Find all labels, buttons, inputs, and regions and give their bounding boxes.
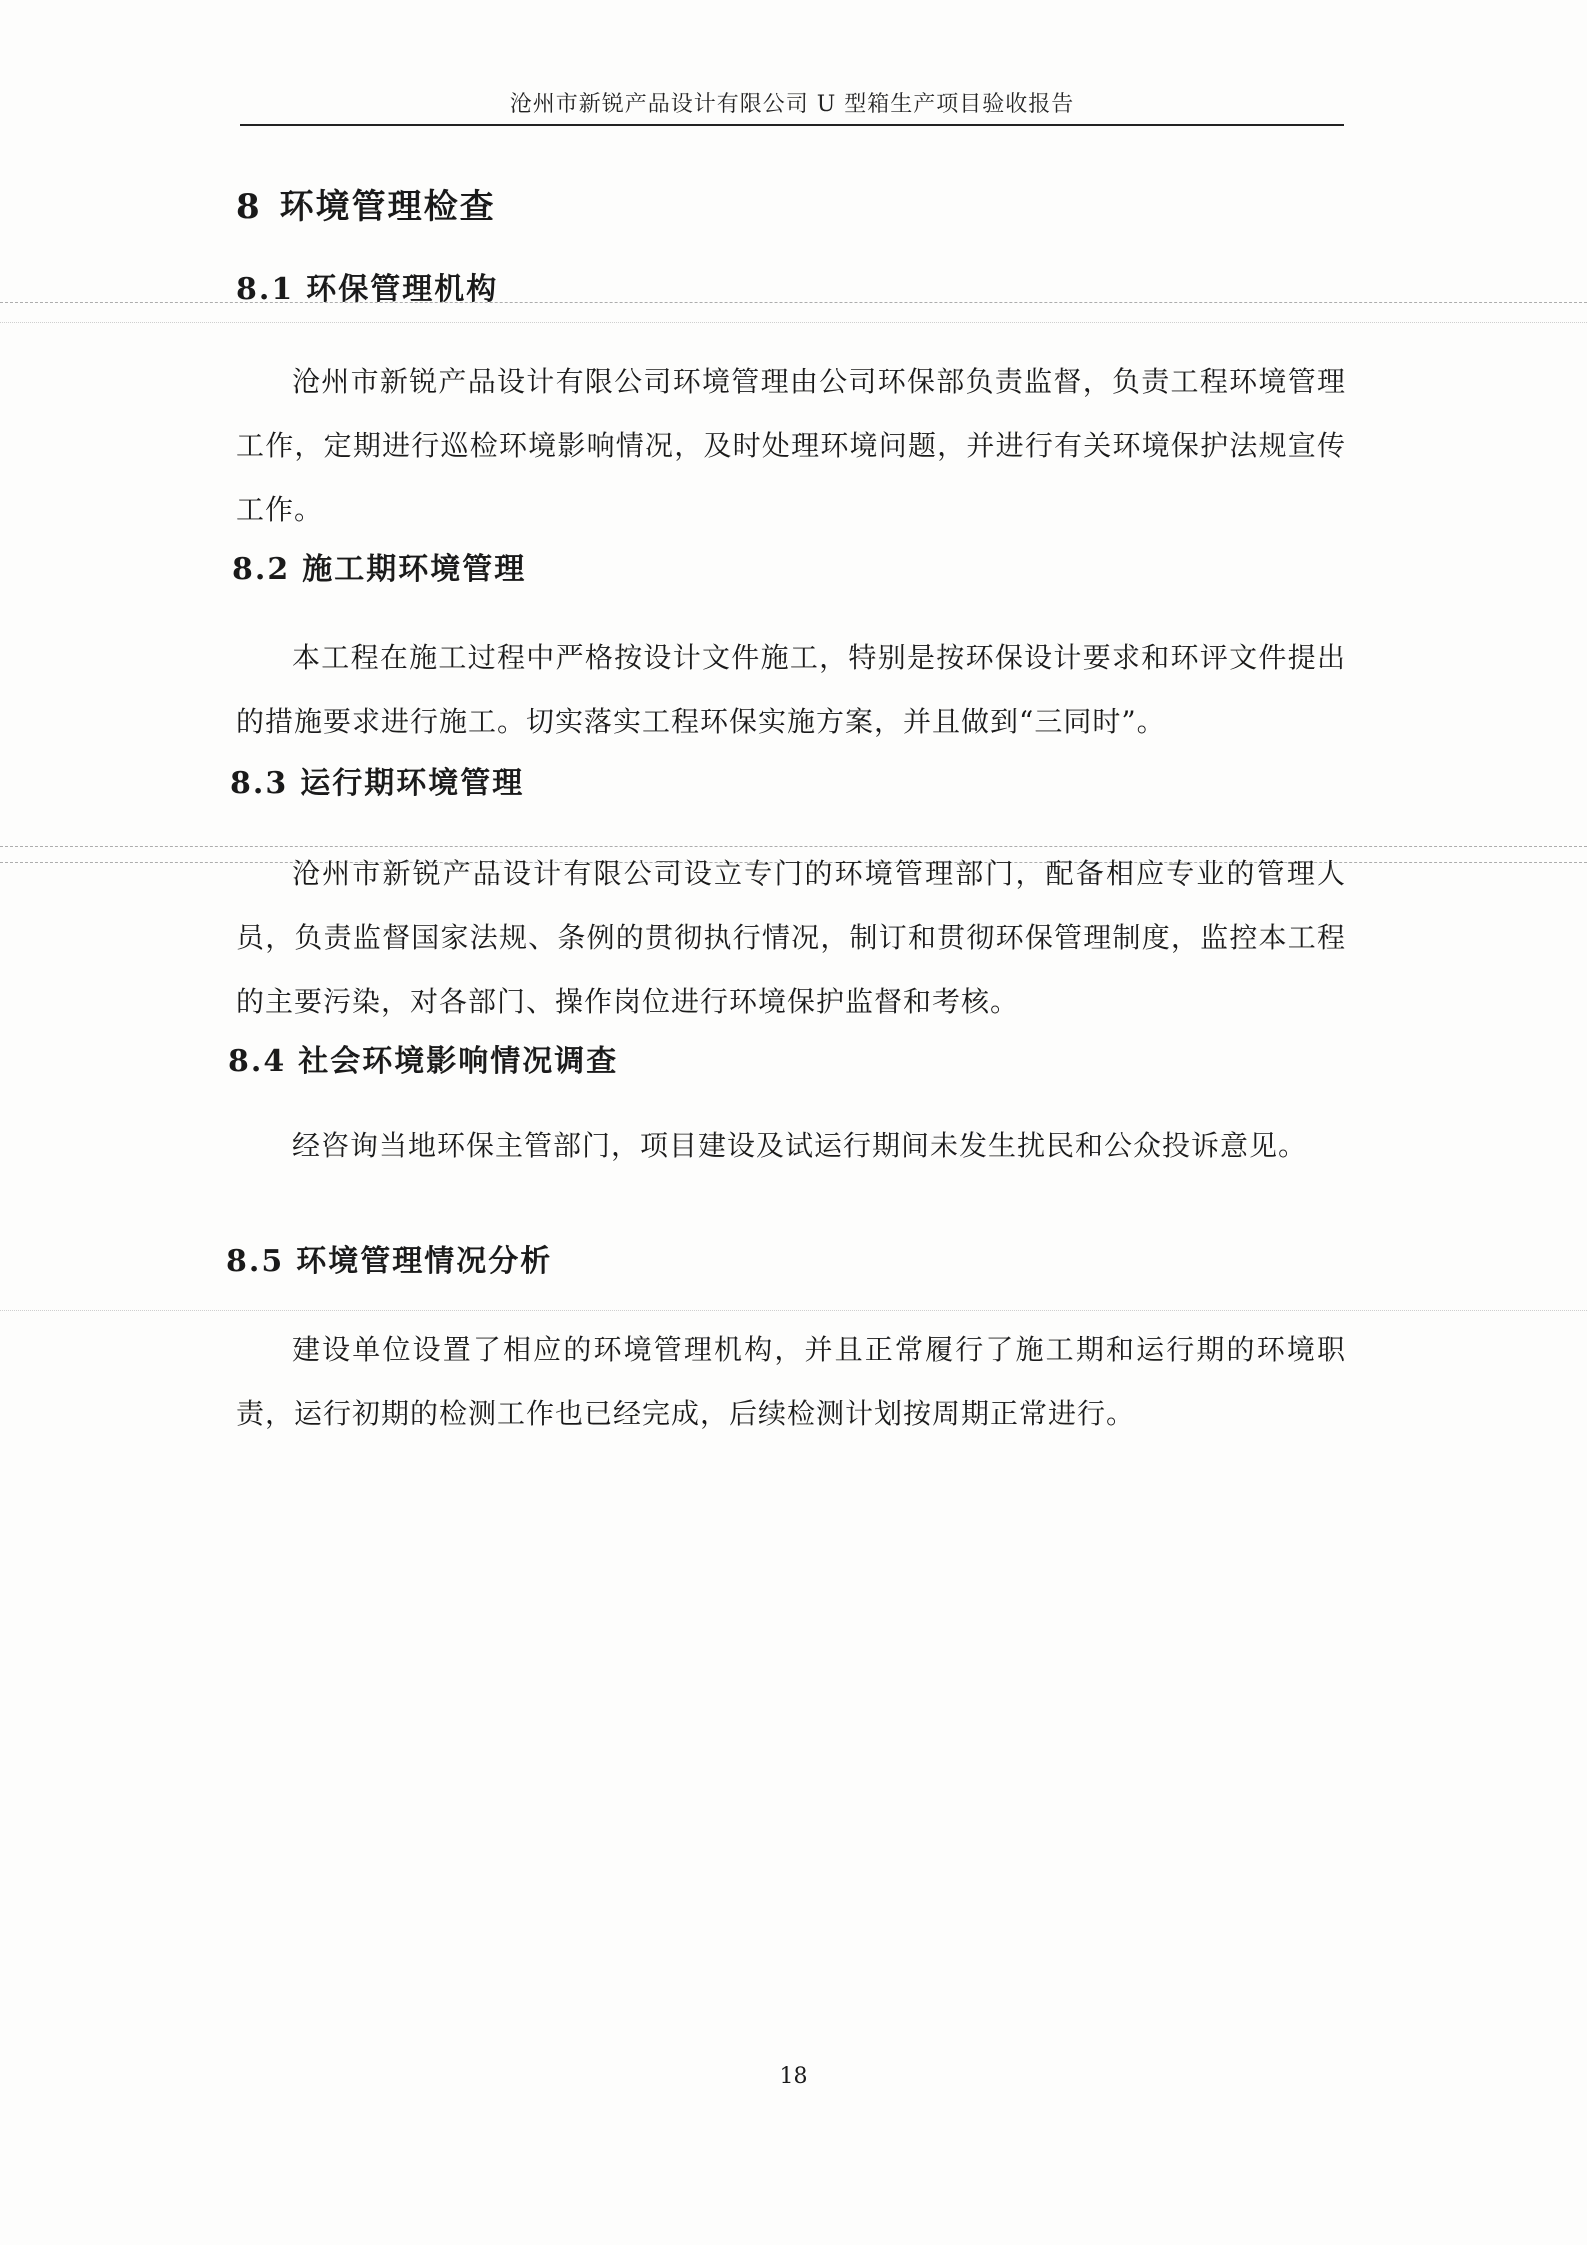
section-body-8-4: 经咨询当地环保主管部门，项目建设及试运行期间未发生扰民和公众投诉意见。 (292, 1129, 1308, 1162)
section-number: 8.4 (228, 1044, 287, 1079)
page-number: 18 (779, 2064, 808, 2089)
section-title-8-1 (236, 270, 498, 310)
section-number: 8.5 (226, 1244, 285, 1279)
section-title-8-3 (230, 764, 524, 804)
section-title-text: 环保管理机构 (306, 272, 499, 307)
chapter-number: 8 (236, 187, 262, 227)
section-title-text: 施工期环境管理 (302, 552, 527, 587)
section-title-text: 环境管理情况分析 (296, 1244, 553, 1279)
running-header: 沧州市新锐产品设计有限公司 U 型箱生产项目验收报告 (509, 92, 1075, 117)
header-rule (240, 124, 1344, 126)
chapter-title-text: 环境管理检查 (279, 187, 496, 227)
section-body-8-1: 沧州市新锐产品设计有限公司环境管理由公司环保部负责监督，负责工程环境管理工作，定期进行巡检环境影响情况，及时处理环境问题，并进行有关环境保护法规宣传工作。 (236, 365, 1346, 526)
section-number: 8.1 (236, 272, 295, 307)
section-number: 8.2 (232, 552, 291, 587)
scan-artifact-line (0, 1310, 1587, 1311)
section-body-8-3: 沧州市新锐产品设计有限公司设立专门的环境管理部门，配备相应专业的管理人员，负责监督国家法规、条例的贯彻执行情况，制订和贯彻环保管理制度，监控本工程的主要污染，对各部门、操作岗位进行环境保护监督和考核。 (236, 857, 1346, 1018)
section-title-8-2 (232, 550, 526, 590)
section-title-8-4 (228, 1042, 618, 1082)
section-body-8-2: 本工程在施工过程中严格按设计文件施工，特别是按环保设计要求和环评文件提出的措施要求进行施工。切实落实工程环保实施方案，并且做到“三同时”。 (236, 641, 1346, 738)
scan-artifact-line (0, 322, 1587, 323)
chapter-title (236, 185, 496, 229)
section-title-text: 社会环境影响情况调查 (298, 1044, 619, 1079)
section-body-8-5: 建设单位设置了相应的环境管理机构，并且正常履行了施工期和运行期的环境职责，运行初期的检测工作也已经完成，后续检测计划按周期正常进行。 (236, 1333, 1346, 1430)
section-title-8-5 (226, 1242, 552, 1282)
section-number: 8.3 (230, 766, 289, 801)
section-title-text: 运行期环境管理 (300, 766, 525, 801)
